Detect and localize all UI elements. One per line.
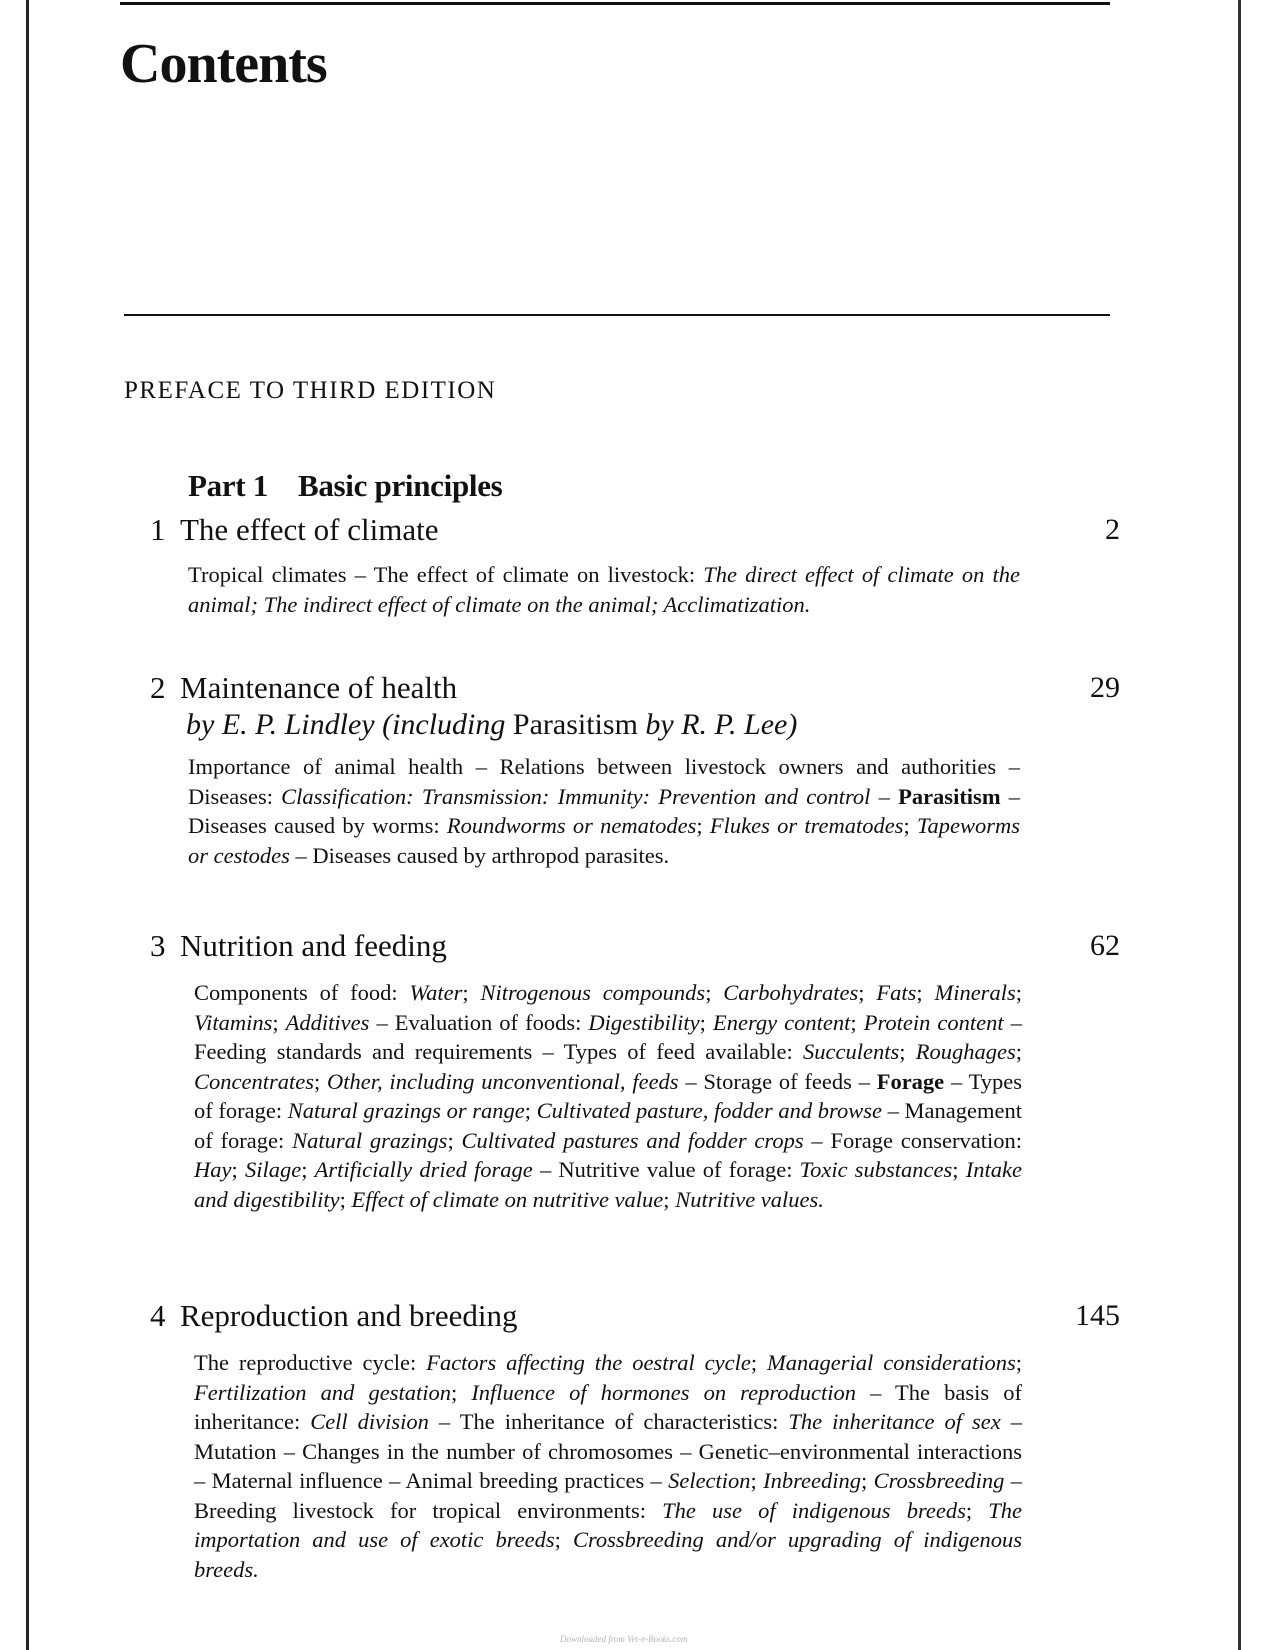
description-italic-text: Fertilization and gestation [194, 1379, 451, 1405]
description-italic-text: Roundworms or nematodes [446, 813, 697, 838]
description-italic-text: Carbohydrates [723, 980, 859, 1005]
description-text: ; [663, 1186, 676, 1212]
chapter-title: Nutrition and feeding [180, 928, 447, 963]
chapter-number: 2 [150, 670, 166, 705]
description-italic-text: Vitamins [194, 1009, 273, 1035]
description-text: The reproductive cycle: [194, 1350, 427, 1375]
description-text: ; [699, 1009, 713, 1035]
description-text: ; [339, 1186, 352, 1212]
description-text: – Types of forage: [194, 1068, 1022, 1123]
description-text: ; [1015, 1039, 1022, 1064]
description-italic-text: Crossbreeding and/or upgrading of indigenous breeds. [194, 1527, 1022, 1582]
chapter-2 [150, 670, 1120, 870]
description-italic-text: Concentrates [194, 1068, 314, 1094]
description-italic-text: Classification: Transmission: Immunity: Prevention and control [281, 783, 871, 809]
description-italic-text: Nutritive values. [675, 1186, 824, 1212]
chapter-heading[interactable] [150, 928, 1120, 964]
description-text: ; [750, 1468, 764, 1493]
description-italic-text: Inbreeding [763, 1468, 862, 1493]
byline-contributor: by R. P. Lee) [637, 708, 798, 741]
description-text: ; [965, 1497, 989, 1523]
description-italic-text: Intake and digestibility [194, 1157, 1022, 1212]
part-number: Part 1 [188, 468, 268, 503]
description-italic-text: The use of indigenous breeds [662, 1497, 966, 1523]
chapter-title: Reproduction and breeding [180, 1298, 518, 1333]
description-text: ; [272, 1009, 286, 1035]
description-text: ; [916, 980, 935, 1005]
chapter-number: 1 [150, 512, 166, 547]
description-text: – Storage of feeds – [678, 1068, 877, 1094]
chapter-title: Maintenance of health [180, 670, 458, 705]
description-text: ; [313, 1068, 328, 1094]
description-italic-text: Managerial considerations [767, 1350, 1016, 1375]
chapter-page-number: 29 [1090, 671, 1120, 704]
chapter-page-number: 2 [1105, 513, 1120, 546]
description-italic-text: Effect of climate on nutritive value [351, 1186, 664, 1212]
description-italic-text: Silage [244, 1157, 302, 1182]
description-italic-text: Selection [668, 1468, 751, 1493]
description-text: – Diseases caused by worms: [188, 783, 1021, 838]
description-text: – Forage conservation: [803, 1127, 1022, 1153]
description-italic-text: Natural grazings or range [287, 1098, 525, 1123]
description-italic-text: Flukes or trematodes [709, 813, 904, 838]
chapter-page-number: 62 [1090, 929, 1120, 962]
description-italic-text: Protein content [863, 1009, 1004, 1035]
description-text: ; [705, 980, 724, 1005]
footer-watermark: Downloaded from Vet-e-Books.com [560, 1634, 688, 1644]
description-text: ; [750, 1350, 768, 1375]
chapter-4 [150, 1298, 1120, 1584]
description-text: Tropical climates – The effect of climate on livestock: [188, 562, 704, 587]
description-italic-text: Natural grazings [292, 1127, 448, 1153]
description-text: ; [450, 1379, 472, 1405]
description-text: – Feeding standards and requirements – Types of feed available: [194, 1009, 1022, 1064]
description-text: ; [447, 1127, 462, 1153]
description-italic-text: Cell division [310, 1409, 429, 1434]
description-italic-text: The inheritance of sex [788, 1409, 1001, 1434]
page-right-border [1238, 0, 1241, 1650]
description-italic-text: Succulents [802, 1039, 900, 1064]
top-rule [120, 2, 1110, 5]
description-text: – Evaluation of foods: [369, 1009, 589, 1035]
description-text: ; [1015, 1350, 1022, 1375]
description-italic-text: Water [409, 980, 463, 1005]
description-text: – Nutritive value of forage: [532, 1157, 800, 1182]
description-text: ; [462, 980, 481, 1005]
page-title: Contents [120, 33, 327, 95]
page-left-border [26, 0, 29, 1650]
description-italic-text: The importation and use of exotic breeds [194, 1497, 1023, 1552]
chapter-description [188, 752, 1020, 870]
description-text: – Breeding livestock for tropical environments: [194, 1468, 1022, 1523]
description-italic-text: Tapeworms or cestodes [188, 813, 1020, 868]
description-italic-text: Additives [285, 1009, 370, 1035]
description-italic-text: Minerals [934, 980, 1016, 1005]
description-text: ; [301, 1157, 315, 1182]
description-text: ; [952, 1157, 966, 1182]
description-text: – Diseases caused by arthropod parasites. [289, 842, 670, 868]
description-italic-text: Factors affecting the oestral cycle [426, 1350, 751, 1375]
description-italic-text: Digestibility [588, 1009, 700, 1035]
description-italic-text: Fats [876, 980, 917, 1005]
description-text: ; [554, 1527, 573, 1552]
description-italic-text: Cultivated pasture, fodder and browse [536, 1098, 882, 1123]
description-italic-text: Crossbreeding [873, 1468, 1005, 1493]
chapter-heading[interactable] [150, 1298, 1120, 1334]
description-text: ; [1015, 980, 1022, 1005]
chapter-description [194, 978, 1022, 1214]
chapter-3 [150, 928, 1120, 1214]
description-italic-text: Other, including unconventional, feeds [327, 1068, 679, 1094]
chapter-page-number: 145 [1075, 1299, 1120, 1332]
description-italic-text: Energy content [712, 1009, 851, 1035]
description-text: – [870, 783, 899, 809]
chapter-byline [186, 706, 1120, 744]
chapter-description [194, 1348, 1022, 1584]
description-text: Importance of animal health – Relations between livestock owners and authorities – Diseases: [188, 754, 1020, 809]
description-text: ; [231, 1157, 245, 1182]
description-italic-text: Toxic substances [799, 1157, 953, 1182]
chapter-title: The effect of climate [180, 512, 439, 547]
section-divider [124, 314, 1110, 316]
chapter-number: 3 [150, 928, 166, 963]
description-text: – The inheritance of characteristics: [428, 1409, 789, 1434]
chapter-number: 4 [150, 1298, 166, 1333]
part-heading [188, 470, 502, 501]
byline-topic: Parasitism [512, 708, 638, 741]
description-italic-text: Hay [194, 1157, 232, 1182]
description-text: ; [850, 1009, 864, 1035]
byline-authors: by E. P. Lindley (including [186, 708, 513, 741]
description-italic-text: Roughages [915, 1039, 1016, 1064]
description-text: ; [524, 1098, 537, 1123]
description-text: – Management of forage: [194, 1098, 1022, 1153]
description-italic-text: Artificially dried forage [314, 1157, 533, 1182]
chapter-1 [150, 512, 1120, 619]
description-text: ; [861, 1468, 874, 1493]
description-italic-text: Influence of hormones on reproduction [471, 1379, 856, 1405]
preface-entry[interactable]: PREFACE TO THIRD EDITION [124, 377, 497, 404]
description-text: Components of food: [194, 980, 410, 1005]
chapter-heading[interactable] [150, 670, 1120, 706]
description-bold-text: Forage [876, 1068, 945, 1094]
description-italic-text: Nitrogenous compounds [480, 980, 706, 1005]
chapter-heading[interactable] [150, 512, 1120, 548]
description-text: – Mutation – Changes in the number of chromosomes – Genetic–environmental interactions – Maternal influence – Animal breeding practices – [194, 1409, 1023, 1493]
description-italic-text: The direct effect of climate on the animal; The indirect effect of climate on the animal; Acclimatization. [188, 562, 1020, 617]
part-name: Basic principles [297, 468, 503, 503]
description-text: ; [858, 980, 877, 1005]
description-text: – The basis of inheritance: [194, 1379, 1022, 1434]
description-text: ; [899, 1039, 916, 1064]
chapter-description [188, 560, 1020, 619]
description-italic-text: Cultivated pastures and fodder crops [461, 1127, 804, 1153]
description-text: ; [696, 813, 710, 838]
description-bold-text: Parasitism [898, 783, 1001, 809]
description-text: ; [903, 813, 918, 838]
